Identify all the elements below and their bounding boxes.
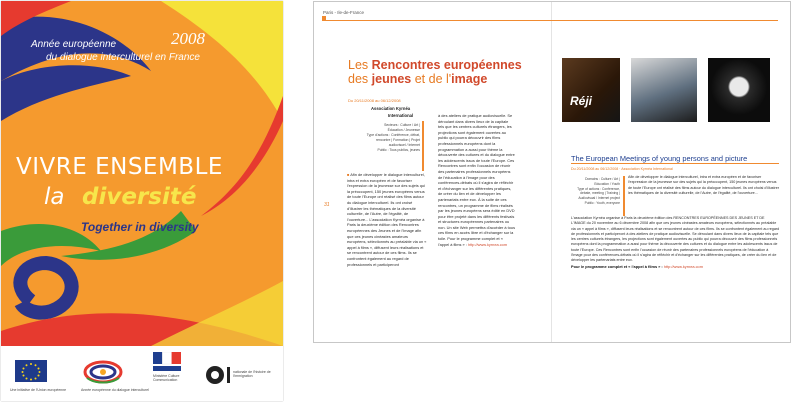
title-fr-mid2: et de l' — [411, 72, 452, 86]
meta-en-line: Public : Youth, everyone — [584, 200, 620, 205]
meta-en-line: debate, meeting | Training | — [580, 191, 620, 196]
event-association-line2: International — [388, 113, 414, 118]
body-fr-column1 — [347, 172, 427, 267]
meta-en-line: Domains : Culture / Art | — [585, 177, 620, 181]
meta-accent-bar — [422, 121, 424, 171]
eu-logo-caption: Une initiative de l'Union européenne — [10, 388, 67, 392]
title-fr-bold1: Rencontres européennes — [371, 58, 522, 72]
acse-logo-caption: nationale de l'histoire de l'immigration — [233, 370, 271, 378]
meta-fr-line: Éducation / Jeunesse — [387, 128, 420, 133]
brochure-cover — [1, 1, 283, 401]
photo-reji — [562, 58, 620, 122]
ae-logo-caption: Année européenne du dialogue interculturel — [81, 388, 149, 392]
title-fr-pre1: Les — [348, 58, 372, 72]
meta-fr-line: rencontre | Formation | Projet — [376, 138, 420, 143]
title-fr-line2 — [348, 72, 487, 86]
event-date-en: Du 20/11/2008 au 06/12/2008 · Association Kyrnéa International — [571, 167, 673, 171]
meta-en-line: Audiovisual / Internet project — [578, 196, 620, 201]
meta-fr-line: Secteurs : Culture / Art | — [384, 123, 420, 127]
body-en-intro: Afin de développer le dialogue interculturel, intra et extra européen et de favoriser l'expression de la jeunesse sur des sujets qui la préoccupent, 150 jeunes européens venus de toute l'Europe ont réalisé des films autour du dialogue interculturel. Ils ont choisi d'illustrer les thématiques de la diversité culturelle, de l'Autre, de l'égalité, de l'ouverture... — [628, 175, 780, 195]
event-date-fr: Du 20/11/2008 au 06/12/2008 — [348, 98, 401, 103]
event-meta-fr — [358, 123, 420, 154]
cover-year: 2008 — [171, 29, 205, 48]
meta-fr-line: Type d'actions : Conférence, débat, — [366, 133, 420, 138]
cover-headline: VIVRE ENSEMBLE — [16, 154, 223, 180]
event-meta-en — [570, 177, 620, 206]
kyrnea-link-en[interactable]: http://www.kyrnea.com — [663, 264, 703, 269]
title-fr-bold2: jeunes — [371, 72, 412, 86]
photo-camera-operator — [631, 58, 697, 122]
body-fr-column2 — [438, 113, 515, 247]
program-line-en — [571, 264, 780, 269]
kyrnea-link-fr[interactable]: http://www.kyrnea.com — [467, 241, 508, 247]
page-number: 31 — [324, 202, 330, 208]
body-fr-col2-text: à des ateliers de pratique audiovisuelle. Se déroulant dans divers lieux de la capitale tels que les centres culturels étrangers, les projections sont également ouvertes au public qui pourra découvrir des films professionnels européens dont la programmation a aussi pour thème la découverte des cultures et du dialogue entre les adolescents issus de toute l'Europe. Ces Rencontres sont enfin l'occasion de réunir des partenaires professionnels européens de l'éducation à l'image pour des conférences-débats où il s'agira de réfléchir et d'échanger sur les différentes pratiques, de créer du lien et de développer les partenariats entre eux. À la suite de ces rencontres, un programme de films réalisés par les jeunes européens sera édité en DVD pour être projeté dans les différents festivals et structures européennes partenaires ou non. Un site Web permettra d'accéder à tous ces films en accès libre et d'échanger sur la toile. Pour le programme complet et « l'appel à films » : — [438, 113, 516, 247]
meta-en-line: Type of actions : Conference, — [577, 186, 620, 191]
running-head: Paris - Ile-de-France — [323, 10, 365, 15]
eu-flag-icon — [10, 360, 67, 392]
cover-diversite: diversité — [82, 184, 197, 210]
cover-subtitle-line1: Année européenne — [31, 39, 117, 50]
annee-europeenne-logo-icon — [81, 358, 149, 392]
cover-logo-strip — [1, 346, 283, 401]
meta-en-line: Education / Youth — [594, 181, 620, 186]
photo-reji-caption: Réji — [570, 94, 593, 108]
event-association-line1: Association Kyrnéa — [371, 106, 411, 111]
cover-la: la — [44, 184, 65, 210]
meta-fr-line: audiovisuel / Internet — [388, 143, 420, 148]
body-fr-col1-text: Afin de développer le dialogue interculturel, intra et extra européen et de favoriser l'expression de la jeunesse sur des sujets qui la préoccupent, 150 jeunes européens venus de toute l'Europe ont réalisé des films autour du dialogue interculturel. Ils ont croisé d'illustrer les thématiques de la diversité culturelle, de l'Autre, de l'égalité, de l'ouverture... L'association Kyrnéa organise à Paris la deuxième édition des Rencontres européennes des Jeunes et de l'Image afin que ces jeunes cinéastes amateurs européens, sélectionnés au préalable via un « appel à films », diffusent leurs réalisations et se rencontrent autour de ces films. Ils se confrontent également au regard de professionnels et participeront — [347, 172, 427, 267]
title-fr-line1 — [348, 58, 522, 72]
cover-tagline: Together in diversity — [81, 220, 199, 234]
photo-film-camera — [708, 58, 770, 122]
title-fr-pre2: des — [348, 72, 372, 86]
republique-francaise-logo-icon — [153, 352, 181, 382]
paragraph-marker-icon: ■ — [347, 172, 351, 177]
title-en: The European Meetings of young persons and picture — [571, 154, 748, 163]
running-head-rule — [322, 20, 778, 21]
meta-fr-line: Public : Tous publics, jeunes — [377, 148, 420, 153]
page-fold — [551, 2, 552, 342]
title-en-rule — [571, 163, 779, 164]
meta-en-accent-bar — [623, 176, 625, 216]
rf-logo-caption: Ministère Culture Communication — [153, 374, 180, 382]
program-label-en: Pour le programme complet et « l'appel à films » : — [571, 264, 663, 269]
acse-logo-icon — [205, 364, 275, 386]
brochure-spread — [313, 1, 791, 343]
body-en-main: L'association Kyrnéa organise à Paris la deuxième édition des RENCONTRES EUROPÉENNES DES JEUNES ET DE L'IMAGE du 20 novembre au 6 décembre 2008 afin que ces jeunes cinéastes amateurs européens, sélectionnés au préalable via un « appel à films », diffusent leurs réalisations et se rencontrent autour de ces films. Ils se confrontent également au regard de professionnels et participeront à des ateliers de pratique audiovisuelle. Se déroulant dans divers lieux de la capitale tels que les centres culturels étrangers, les projections sont également ouvertes au public qui pourra découvrir des films professionnels européens dont la programmation a aussi pour thème la découverte des cultures et du dialogue entre les adolescents issus de toute l'Europe. Ces Rencontres sont enfin l'occasion de réunir des partenaires professionnels européens de l'éducation à l'image pour des conférences-débats où il s'agira de réfléchir et d'échanger sur les différentes pratiques, de créer du lien et de développer les partenariats entre eux. — [571, 216, 780, 263]
cover-subtitle-line2: du dialogue interculturel en France — [46, 52, 200, 63]
title-fr-bold3: image — [451, 72, 488, 86]
